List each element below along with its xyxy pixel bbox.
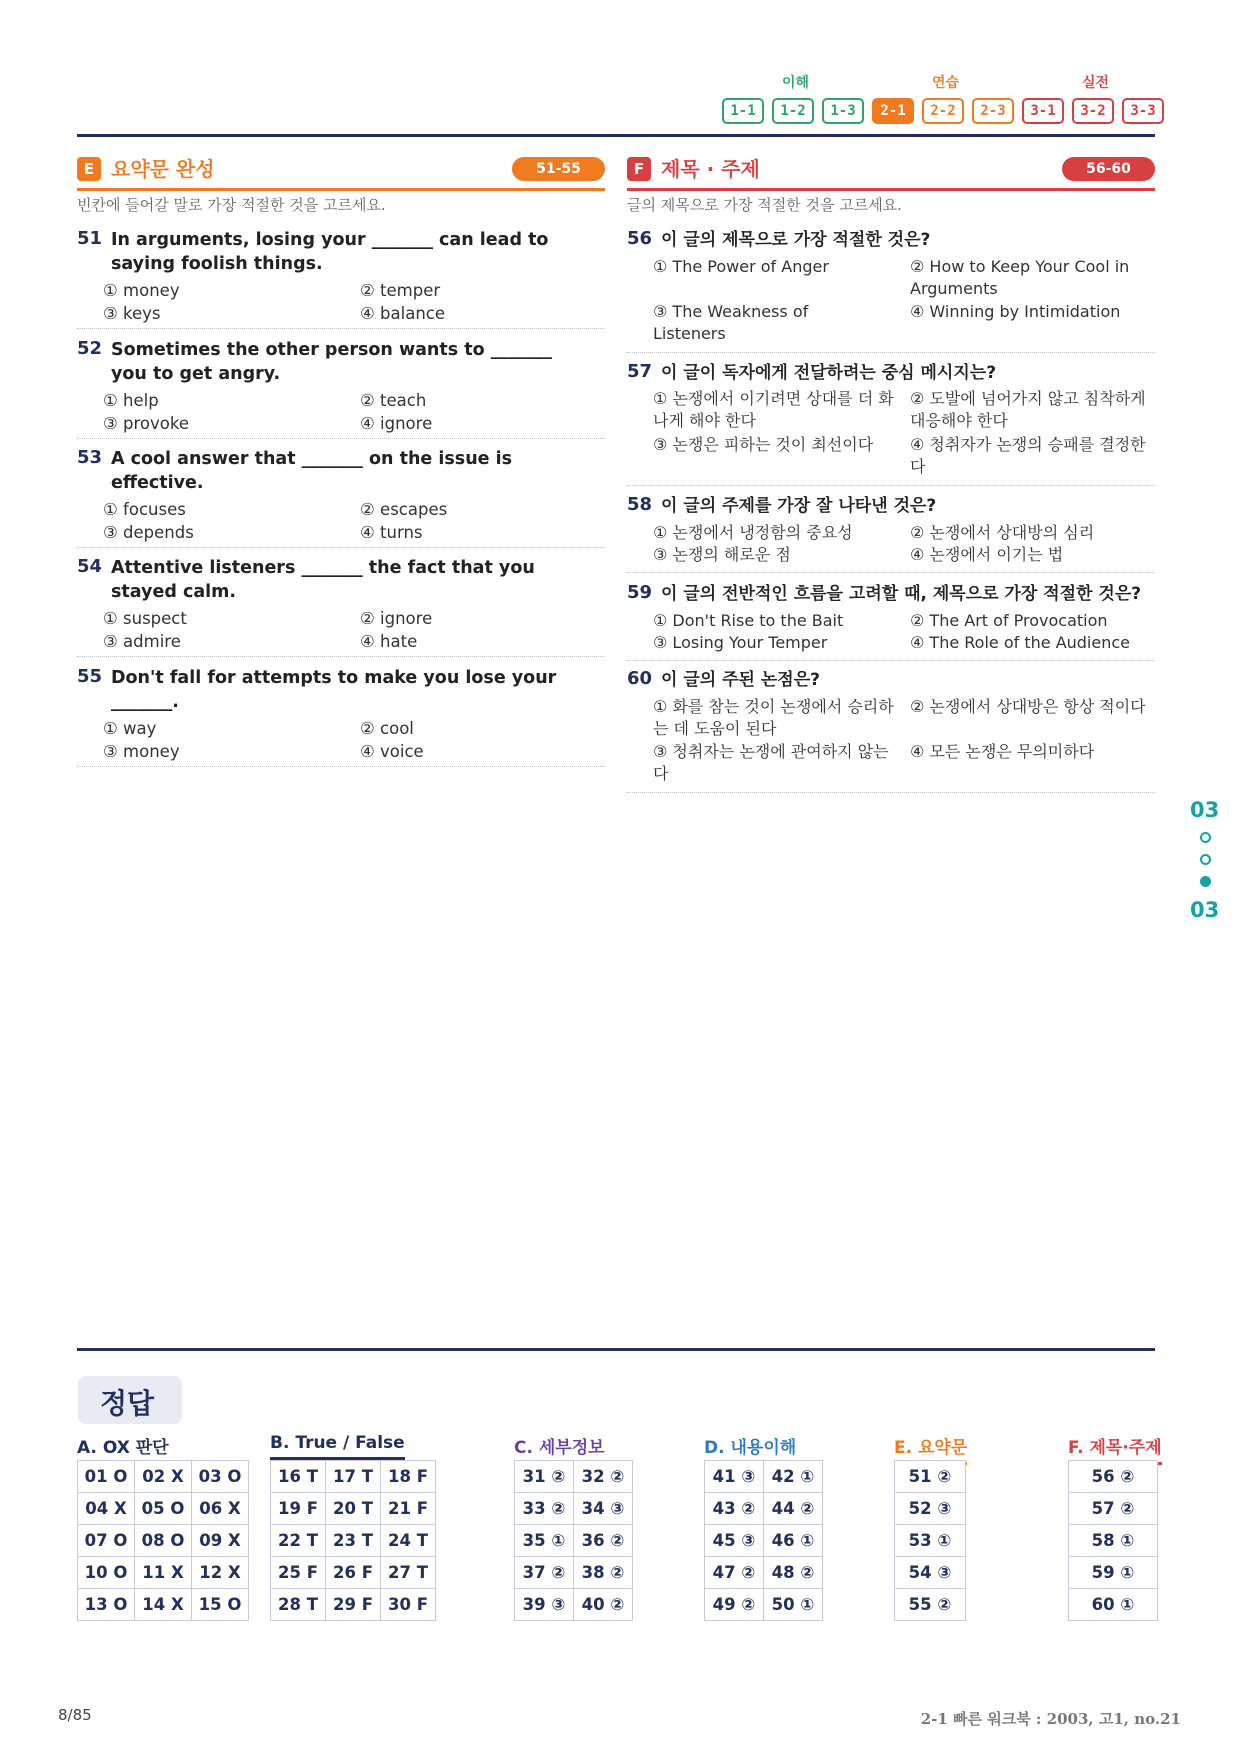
question-text: 이 글의 제목으로 가장 적절한 것은? <box>661 230 931 250</box>
section-e-underline <box>77 188 605 191</box>
answer-cell: 27 T <box>381 1557 435 1588</box>
answer-cell: 58 ① <box>1069 1525 1157 1556</box>
option-1[interactable]: ① 논쟁에서 냉정함의 중요성 <box>653 523 853 542</box>
question-number: 55 <box>77 666 103 687</box>
option-1[interactable]: ① 논쟁에서 이기려면 상대를 더 화나게 해야 한다 <box>653 389 894 430</box>
answer-cell: 23 T <box>326 1525 380 1556</box>
option-3[interactable]: ③ money <box>103 742 180 761</box>
section-f-underline <box>627 188 1155 191</box>
level-chip-2-3[interactable]: 2-3 <box>972 98 1014 124</box>
level-chip-1-2[interactable]: 1-2 <box>772 98 814 124</box>
question-51 <box>77 228 605 329</box>
level-chip-1-3[interactable]: 1-3 <box>822 98 864 124</box>
option-4[interactable]: ④ hate <box>360 632 418 651</box>
level-label-practice: 연습 <box>932 75 960 91</box>
option-3[interactable]: ③ The Weakness of Listeners <box>653 302 809 343</box>
answer-cell: 33 ② <box>515 1493 573 1524</box>
section-e-title: 요약문 완성 <box>111 157 215 181</box>
answer-grid-a <box>77 1460 249 1621</box>
answer-cell: 13 O <box>78 1589 134 1620</box>
answer-group-title-a: A. OX 판단 <box>77 1433 169 1465</box>
answer-cell: 06 X <box>192 1493 248 1524</box>
section-e-letter: E <box>77 157 101 181</box>
side-lesson-number: 03 <box>1190 898 1220 922</box>
option-4[interactable]: ④ Winning by Intimidation <box>910 302 1121 321</box>
answer-cell: 12 X <box>192 1557 248 1588</box>
answer-cell: 29 F <box>326 1589 380 1620</box>
side-dot-3 <box>1200 876 1211 887</box>
question-59 <box>627 582 1155 661</box>
question-text: Sometimes the other person wants to _______ you to get angry. <box>111 340 552 384</box>
answer-cell: 54 ③ <box>895 1557 965 1588</box>
option-3[interactable]: ③ depends <box>103 523 194 542</box>
question-number: 52 <box>77 338 103 359</box>
answer-grid-f <box>1068 1460 1158 1621</box>
answer-cell: 21 F <box>381 1493 435 1524</box>
side-dot-1 <box>1200 832 1211 843</box>
option-4[interactable]: ④ 모든 논쟁은 무의미하다 <box>910 742 1095 761</box>
option-2[interactable]: ② teach <box>360 391 427 410</box>
option-3[interactable]: ③ 청취자는 논쟁에 관여하지 않는다 <box>653 742 889 783</box>
section-e-range: 51-55 <box>512 157 605 181</box>
question-54 <box>77 556 605 657</box>
answer-cell: 46 ① <box>764 1525 822 1556</box>
answer-cell: 01 O <box>78 1461 134 1492</box>
answer-cell: 30 F <box>381 1589 435 1620</box>
answer-cell: 24 T <box>381 1525 435 1556</box>
question-number: 56 <box>627 228 653 249</box>
question-text: Don't fall for attempts to make you lose your _______. <box>111 668 557 712</box>
level-chip-3-1[interactable]: 3-1 <box>1022 98 1064 124</box>
level-chip-2-2[interactable]: 2-2 <box>922 98 964 124</box>
question-number: 60 <box>627 668 653 689</box>
level-chip-3-2[interactable]: 3-2 <box>1072 98 1114 124</box>
answer-cell: 22 T <box>271 1525 325 1556</box>
question-53 <box>77 447 605 548</box>
answer-cell: 51 ② <box>895 1461 965 1492</box>
answer-cell: 08 O <box>135 1525 191 1556</box>
question-57 <box>627 361 1155 486</box>
option-2[interactable]: ② 논쟁에서 상대방의 심리 <box>910 523 1095 542</box>
answer-group-title-f: F. 제목·주제 <box>1068 1433 1162 1465</box>
answer-group-title-e: E. 요약문 <box>894 1433 967 1465</box>
answer-cell: 49 ② <box>705 1589 763 1620</box>
option-1[interactable]: ① The Power of Anger <box>653 257 829 276</box>
top-divider <box>77 134 1155 137</box>
option-1[interactable]: ① suspect <box>103 609 187 628</box>
option-3[interactable]: ③ keys <box>103 304 161 323</box>
answer-cell: 44 ② <box>764 1493 822 1524</box>
answer-cell: 16 T <box>271 1461 325 1492</box>
option-3[interactable]: ③ 논쟁의 해로운 점 <box>653 545 791 564</box>
option-4[interactable]: ④ ignore <box>360 414 433 433</box>
section-f-header <box>627 155 1155 185</box>
answer-cell: 20 T <box>326 1493 380 1524</box>
answer-cell: 50 ① <box>764 1589 822 1620</box>
section-f-letter: F <box>627 157 651 181</box>
answer-cell: 56 ② <box>1069 1461 1157 1492</box>
level-label-real: 실전 <box>1082 75 1110 91</box>
option-4[interactable]: ④ 청취자가 논쟁의 승패를 결정한다 <box>910 435 1146 476</box>
question-text: A cool answer that _______ on the issue is effective. <box>111 449 513 493</box>
option-3[interactable]: ③ Losing Your Temper <box>653 633 828 652</box>
option-2[interactable]: ② cool <box>360 719 414 738</box>
question-52 <box>77 338 605 439</box>
option-4[interactable]: ④ 논쟁에서 이기는 법 <box>910 545 1064 564</box>
option-4[interactable]: ④ The Role of the Audience <box>910 633 1130 652</box>
section-f-instruction: 글의 제목으로 가장 적절한 것을 고르세요. <box>627 196 902 214</box>
question-text: 이 글의 주된 논점은? <box>661 670 820 690</box>
question-58 <box>627 494 1155 573</box>
answer-cell: 40 ② <box>574 1589 632 1620</box>
option-1[interactable]: ① focuses <box>103 500 186 519</box>
answer-cell: 28 T <box>271 1589 325 1620</box>
side-unit-number: 03 <box>1190 798 1220 822</box>
answer-group-title-b: B. True / False <box>270 1433 405 1460</box>
answer-grid-e <box>894 1460 966 1621</box>
answer-cell: 52 ③ <box>895 1493 965 1524</box>
answer-title: 정답 <box>100 1387 155 1420</box>
level-chip-1-1[interactable]: 1-1 <box>722 98 764 124</box>
option-4[interactable]: ④ voice <box>360 742 424 761</box>
question-text: 이 글의 전반적인 흐름을 고려할 때, 제목으로 가장 적절한 것은? <box>661 584 1142 604</box>
option-3[interactable]: ③ provoke <box>103 414 190 433</box>
answer-cell: 43 ② <box>705 1493 763 1524</box>
answer-group-title-c: C. 세부정보 <box>514 1433 605 1465</box>
answer-cell: 17 T <box>326 1461 380 1492</box>
answer-cell: 02 X <box>135 1461 191 1492</box>
answer-cell: 55 ② <box>895 1589 965 1620</box>
option-2[interactable]: ② ignore <box>360 609 433 628</box>
answer-cell: 42 ① <box>764 1461 822 1492</box>
answer-cell: 26 F <box>326 1557 380 1588</box>
level-chip-3-3[interactable]: 3-3 <box>1122 98 1164 124</box>
level-chip-2-1[interactable]: 2-1 <box>872 98 914 124</box>
answer-group-title-d: D. 내용이해 <box>704 1433 796 1465</box>
question-number: 51 <box>77 228 103 249</box>
answer-cell: 19 F <box>271 1493 325 1524</box>
answer-grid-c <box>514 1460 633 1621</box>
answer-cell: 53 ① <box>895 1525 965 1556</box>
question-text: Attentive listeners _______ the fact that you stayed calm. <box>111 558 535 602</box>
answer-cell: 05 O <box>135 1493 191 1524</box>
answer-cell: 38 ② <box>574 1557 632 1588</box>
answer-cell: 11 X <box>135 1557 191 1588</box>
answer-cell: 39 ③ <box>515 1589 573 1620</box>
option-1[interactable]: ① way <box>103 719 157 738</box>
answer-cell: 36 ② <box>574 1525 632 1556</box>
section-f-title: 제목 · 주제 <box>661 157 760 181</box>
level-label-understand: 이해 <box>782 75 810 91</box>
question-number: 59 <box>627 582 653 603</box>
answer-cell: 10 O <box>78 1557 134 1588</box>
answer-cell: 31 ② <box>515 1461 573 1492</box>
answer-cell: 45 ③ <box>705 1525 763 1556</box>
answer-cell: 48 ② <box>764 1557 822 1588</box>
answer-cell: 07 O <box>78 1525 134 1556</box>
answer-grid-b <box>270 1460 436 1621</box>
answer-cell: 14 X <box>135 1589 191 1620</box>
option-1[interactable]: ① help <box>103 391 159 410</box>
question-text: 이 글이 독자에게 전달하려는 중심 메시지는? <box>661 363 997 383</box>
option-2[interactable]: ② temper <box>360 281 441 300</box>
question-text: 이 글의 주제를 가장 잘 나타낸 것은? <box>661 496 937 516</box>
answer-cell: 37 ② <box>515 1557 573 1588</box>
section-e-header <box>77 155 605 185</box>
question-number: 54 <box>77 556 103 577</box>
page-number: 8/85 <box>58 1706 92 1724</box>
answer-cell: 59 ① <box>1069 1557 1157 1588</box>
source-caption: 2-1 빠른 워크북 : 2003, 고1, no.21 <box>920 1710 1181 1728</box>
answer-title-box <box>78 1376 182 1424</box>
answer-cell: 60 ① <box>1069 1589 1157 1620</box>
option-2[interactable]: ② 도발에 넘어가지 않고 침착하게 대응해야 한다 <box>910 389 1146 430</box>
option-2[interactable]: ② 논쟁에서 상대방은 항상 적이다 <box>910 697 1146 716</box>
answer-cell: 47 ② <box>705 1557 763 1588</box>
option-4[interactable]: ④ balance <box>360 304 445 323</box>
option-2[interactable]: ② escapes <box>360 500 448 519</box>
question-56 <box>627 228 1155 353</box>
section-f-range: 56-60 <box>1062 157 1155 181</box>
section-e-instruction: 빈칸에 들어갈 말로 가장 적절한 것을 고르세요. <box>77 196 386 214</box>
question-55 <box>77 666 605 767</box>
option-3[interactable]: ③ admire <box>103 632 181 651</box>
answer-cell: 25 F <box>271 1557 325 1588</box>
question-text: In arguments, losing your _______ can lead to saying foolish things. <box>111 230 549 274</box>
option-4[interactable]: ④ turns <box>360 523 423 542</box>
answer-cell: 34 ③ <box>574 1493 632 1524</box>
option-2[interactable]: ② How to Keep Your Cool in Arguments <box>910 257 1130 298</box>
answer-cell: 09 X <box>192 1525 248 1556</box>
answer-cell: 18 F <box>381 1461 435 1492</box>
answer-cell: 41 ③ <box>705 1461 763 1492</box>
side-dot-2 <box>1200 854 1211 865</box>
question-number: 58 <box>627 494 653 515</box>
answer-cell: 04 X <box>78 1493 134 1524</box>
answer-cell: 35 ① <box>515 1525 573 1556</box>
answer-cell: 03 O <box>192 1461 248 1492</box>
question-number: 53 <box>77 447 103 468</box>
answer-divider <box>77 1348 1155 1351</box>
option-1[interactable]: ① Don't Rise to the Bait <box>653 611 844 630</box>
question-number: 57 <box>627 361 653 382</box>
option-3[interactable]: ③ 논쟁은 피하는 것이 최선이다 <box>653 435 874 454</box>
option-1[interactable]: ① 화를 참는 것이 논쟁에서 승리하는 데 도움이 된다 <box>653 697 894 738</box>
answer-cell: 15 O <box>192 1589 248 1620</box>
option-2[interactable]: ② The Art of Provocation <box>910 611 1108 630</box>
option-1[interactable]: ① money <box>103 281 180 300</box>
answer-cell: 32 ② <box>574 1461 632 1492</box>
question-60 <box>627 668 1155 793</box>
answer-cell: 57 ② <box>1069 1493 1157 1524</box>
answer-grid-d <box>704 1460 823 1621</box>
